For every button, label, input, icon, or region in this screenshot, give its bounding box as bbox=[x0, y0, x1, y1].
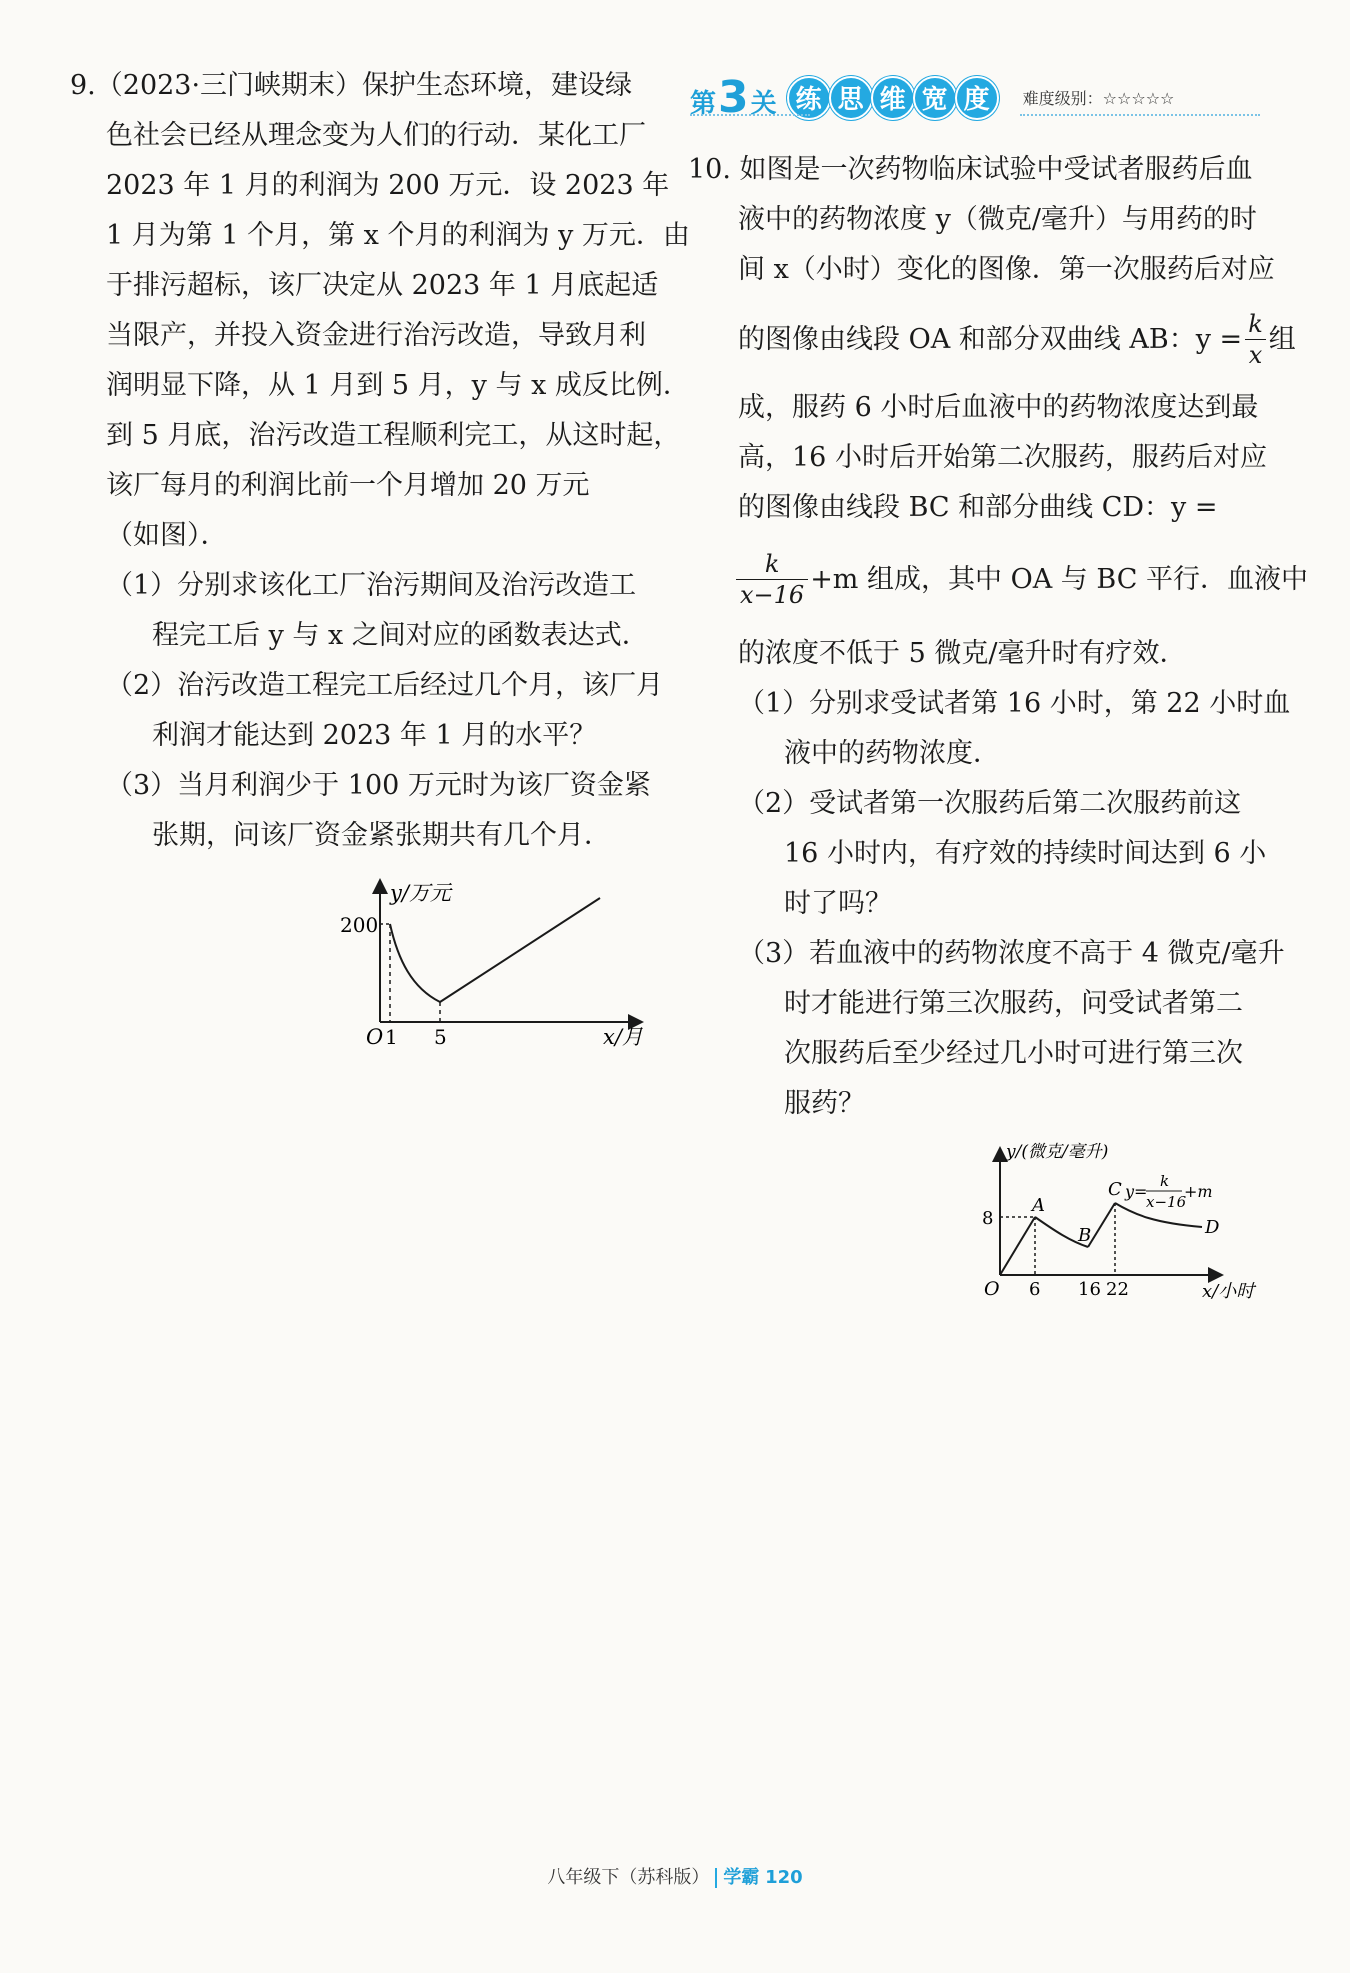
q10-sub-2b: 16 小时内，有疗效的持续时间达到 6 小 bbox=[784, 838, 1267, 869]
q9-sub-2a: （2）治污改造工程完工后经过几个月，该厂月 bbox=[106, 670, 664, 701]
q10-line-7: 的图像由线段 BC 和部分曲线 CD：y = bbox=[738, 492, 1218, 523]
q9-ylabel: y/万元 bbox=[390, 881, 451, 905]
q9-line-4: 1 月为第 1 个月，第 x 个月的利润为 y 万元．由 bbox=[106, 220, 690, 251]
q9-ytick: 200 bbox=[340, 913, 379, 937]
q10-curve-label-prefix: y= bbox=[1125, 1182, 1148, 1201]
q10-line-6: 高，16 小时后开始第二次服药，服药后对应 bbox=[738, 442, 1267, 473]
q10-curve-label-den: x−16 bbox=[1146, 1193, 1187, 1211]
q9-sub-1a: （1）分别求该化工厂治污期间及治污改造工 bbox=[106, 570, 637, 601]
q10-sub-3b: 时才能进行第三次服药，问受试者第二 bbox=[784, 988, 1243, 1019]
q9-line-1: 9.（2023·三门峡期末）保护生态环境，建设绿 bbox=[70, 70, 633, 101]
q10-sub-3a: （3）若血液中的药物浓度不高于 4 微克/毫升 bbox=[738, 938, 1285, 969]
q10-xtick-16: 16 bbox=[1078, 1279, 1101, 1300]
q10-point-D: D bbox=[1205, 1217, 1220, 1238]
q10-sub-1a: （1）分别求受试者第 16 小时，第 22 小时血 bbox=[738, 688, 1291, 719]
q9-hyperbola bbox=[390, 924, 440, 1002]
q9-xtick-5: 5 bbox=[434, 1025, 447, 1049]
q10-fraction-2: $\frac{k}{x-16}$ bbox=[736, 552, 808, 607]
q10-sub-2a: （2）受试者第一次服药后第二次服药前这 bbox=[738, 788, 1242, 819]
footer-grade: 八年级下（苏科版） bbox=[547, 1867, 710, 1888]
q9-sub-2b: 利润才能达到 2023 年 1 月的水平？ bbox=[152, 720, 597, 751]
q10-segment-OA bbox=[1000, 1217, 1035, 1275]
q9-line-segment bbox=[440, 898, 600, 1002]
q10-segment-BC bbox=[1088, 1203, 1115, 1247]
q10-ytick: 8 bbox=[982, 1208, 994, 1229]
q10-line-3: 间 x（小时）变化的图像．第一次服药后对应 bbox=[738, 254, 1275, 285]
page-number: 120 bbox=[765, 1867, 803, 1888]
q10-xtick-6: 6 bbox=[1029, 1279, 1041, 1300]
q9-origin: O bbox=[366, 1025, 384, 1049]
star-icon: ☆☆☆☆☆ bbox=[1102, 89, 1175, 108]
q10-fraction-1: $\frac{k}{x}$ bbox=[1244, 312, 1267, 367]
difficulty-rating: 难度级别：☆☆☆☆☆ bbox=[1022, 89, 1175, 108]
q10-line-8: $\frac{k}{x-16}$ +m 组成，其中 OA 与 BC 平行．血液中 bbox=[734, 552, 1308, 607]
q10-point-A: A bbox=[1032, 1195, 1045, 1216]
pill-2: 思 bbox=[829, 76, 873, 120]
q10-origin: O bbox=[984, 1278, 1000, 1300]
q10-xlabel: x/小时 bbox=[1202, 1281, 1255, 1302]
q9-line-3: 2023 年 1 月的利润为 200 万元．设 2023 年 bbox=[106, 170, 670, 201]
pill-3: 维 bbox=[871, 76, 915, 120]
q9-sub-1b: 程完工后 y 与 x 之间对应的函数表达式． bbox=[152, 620, 649, 651]
q10-point-C: C bbox=[1108, 1179, 1122, 1200]
q10-line-4: 的图像由线段 OA 和部分双曲线 AB：y = $\frac{k}{x}$ 组 bbox=[738, 310, 1296, 369]
header-underline-left bbox=[690, 114, 810, 116]
q9-graph bbox=[340, 870, 660, 1060]
q10-sub-3d: 服药？ bbox=[784, 1088, 865, 1119]
q9-line-10: （如图）． bbox=[106, 520, 228, 551]
q9-sub-3b: 张期，问该厂资金紧张期共有几个月． bbox=[152, 820, 611, 851]
footer-brand: 学霸 bbox=[723, 1867, 760, 1888]
q10-graph bbox=[970, 1135, 1270, 1310]
stage-label: 第3关 bbox=[690, 72, 777, 123]
q10-line-1: 10. 如图是一次药物临床试验中受试者服药后血 bbox=[688, 154, 1253, 185]
pill-4: 宽 bbox=[913, 76, 957, 120]
page-footer bbox=[0, 1863, 1350, 1889]
footer-divider bbox=[715, 1868, 717, 1888]
pill-5: 度 bbox=[955, 76, 999, 120]
q9-sub-3a: （3）当月利润少于 100 万元时为该厂资金紧 bbox=[106, 770, 651, 801]
q9-xtick-1: 1 bbox=[385, 1025, 398, 1049]
q10-sub-2c: 时了吗？ bbox=[784, 888, 892, 919]
stage-title-pills bbox=[787, 76, 997, 120]
q10-xtick-22: 22 bbox=[1106, 1279, 1129, 1300]
q10-line-9: 的浓度不低于 5 微克/毫升时有疗效． bbox=[738, 638, 1187, 669]
q10-line-2: 液中的药物浓度 y（微克/毫升）与用药的时 bbox=[738, 204, 1257, 235]
q9-line-9: 该厂每月的利润比前一个月增加 20 万元 bbox=[106, 470, 590, 501]
q9-line-2: 色社会已经从理念变为人们的行动．某化工厂 bbox=[106, 120, 646, 151]
q10-line-5: 成，服药 6 小时后血液中的药物浓度达到最 bbox=[738, 392, 1259, 423]
q10-curve-label-num: k bbox=[1160, 1172, 1170, 1190]
q9-xlabel: x/月 bbox=[603, 1025, 643, 1049]
header-underline-right bbox=[1020, 114, 1260, 116]
q9-line-7: 润明显下降，从 1 月到 5 月，y 与 x 成反比例． bbox=[106, 370, 690, 401]
q10-ylabel: y/(微克/毫升) bbox=[1006, 1142, 1109, 1162]
pill-1: 练 bbox=[787, 76, 831, 120]
q10-point-B: B bbox=[1078, 1225, 1092, 1246]
q10-sub-3c: 次服药后至少经过几小时可进行第三次 bbox=[784, 1038, 1243, 1069]
q9-line-5: 于排污超标，该厂决定从 2023 年 1 月底起适 bbox=[106, 270, 659, 301]
q10-sub-1b: 液中的药物浓度． bbox=[784, 738, 1000, 769]
q9-line-8: 到 5 月底，治污改造工程顺利完工，从这时起， bbox=[106, 420, 681, 451]
q9-line-6: 当限产，并投入资金进行治污改造，导致月利 bbox=[106, 320, 646, 351]
q10-curve-label-suffix: +m bbox=[1184, 1182, 1213, 1201]
